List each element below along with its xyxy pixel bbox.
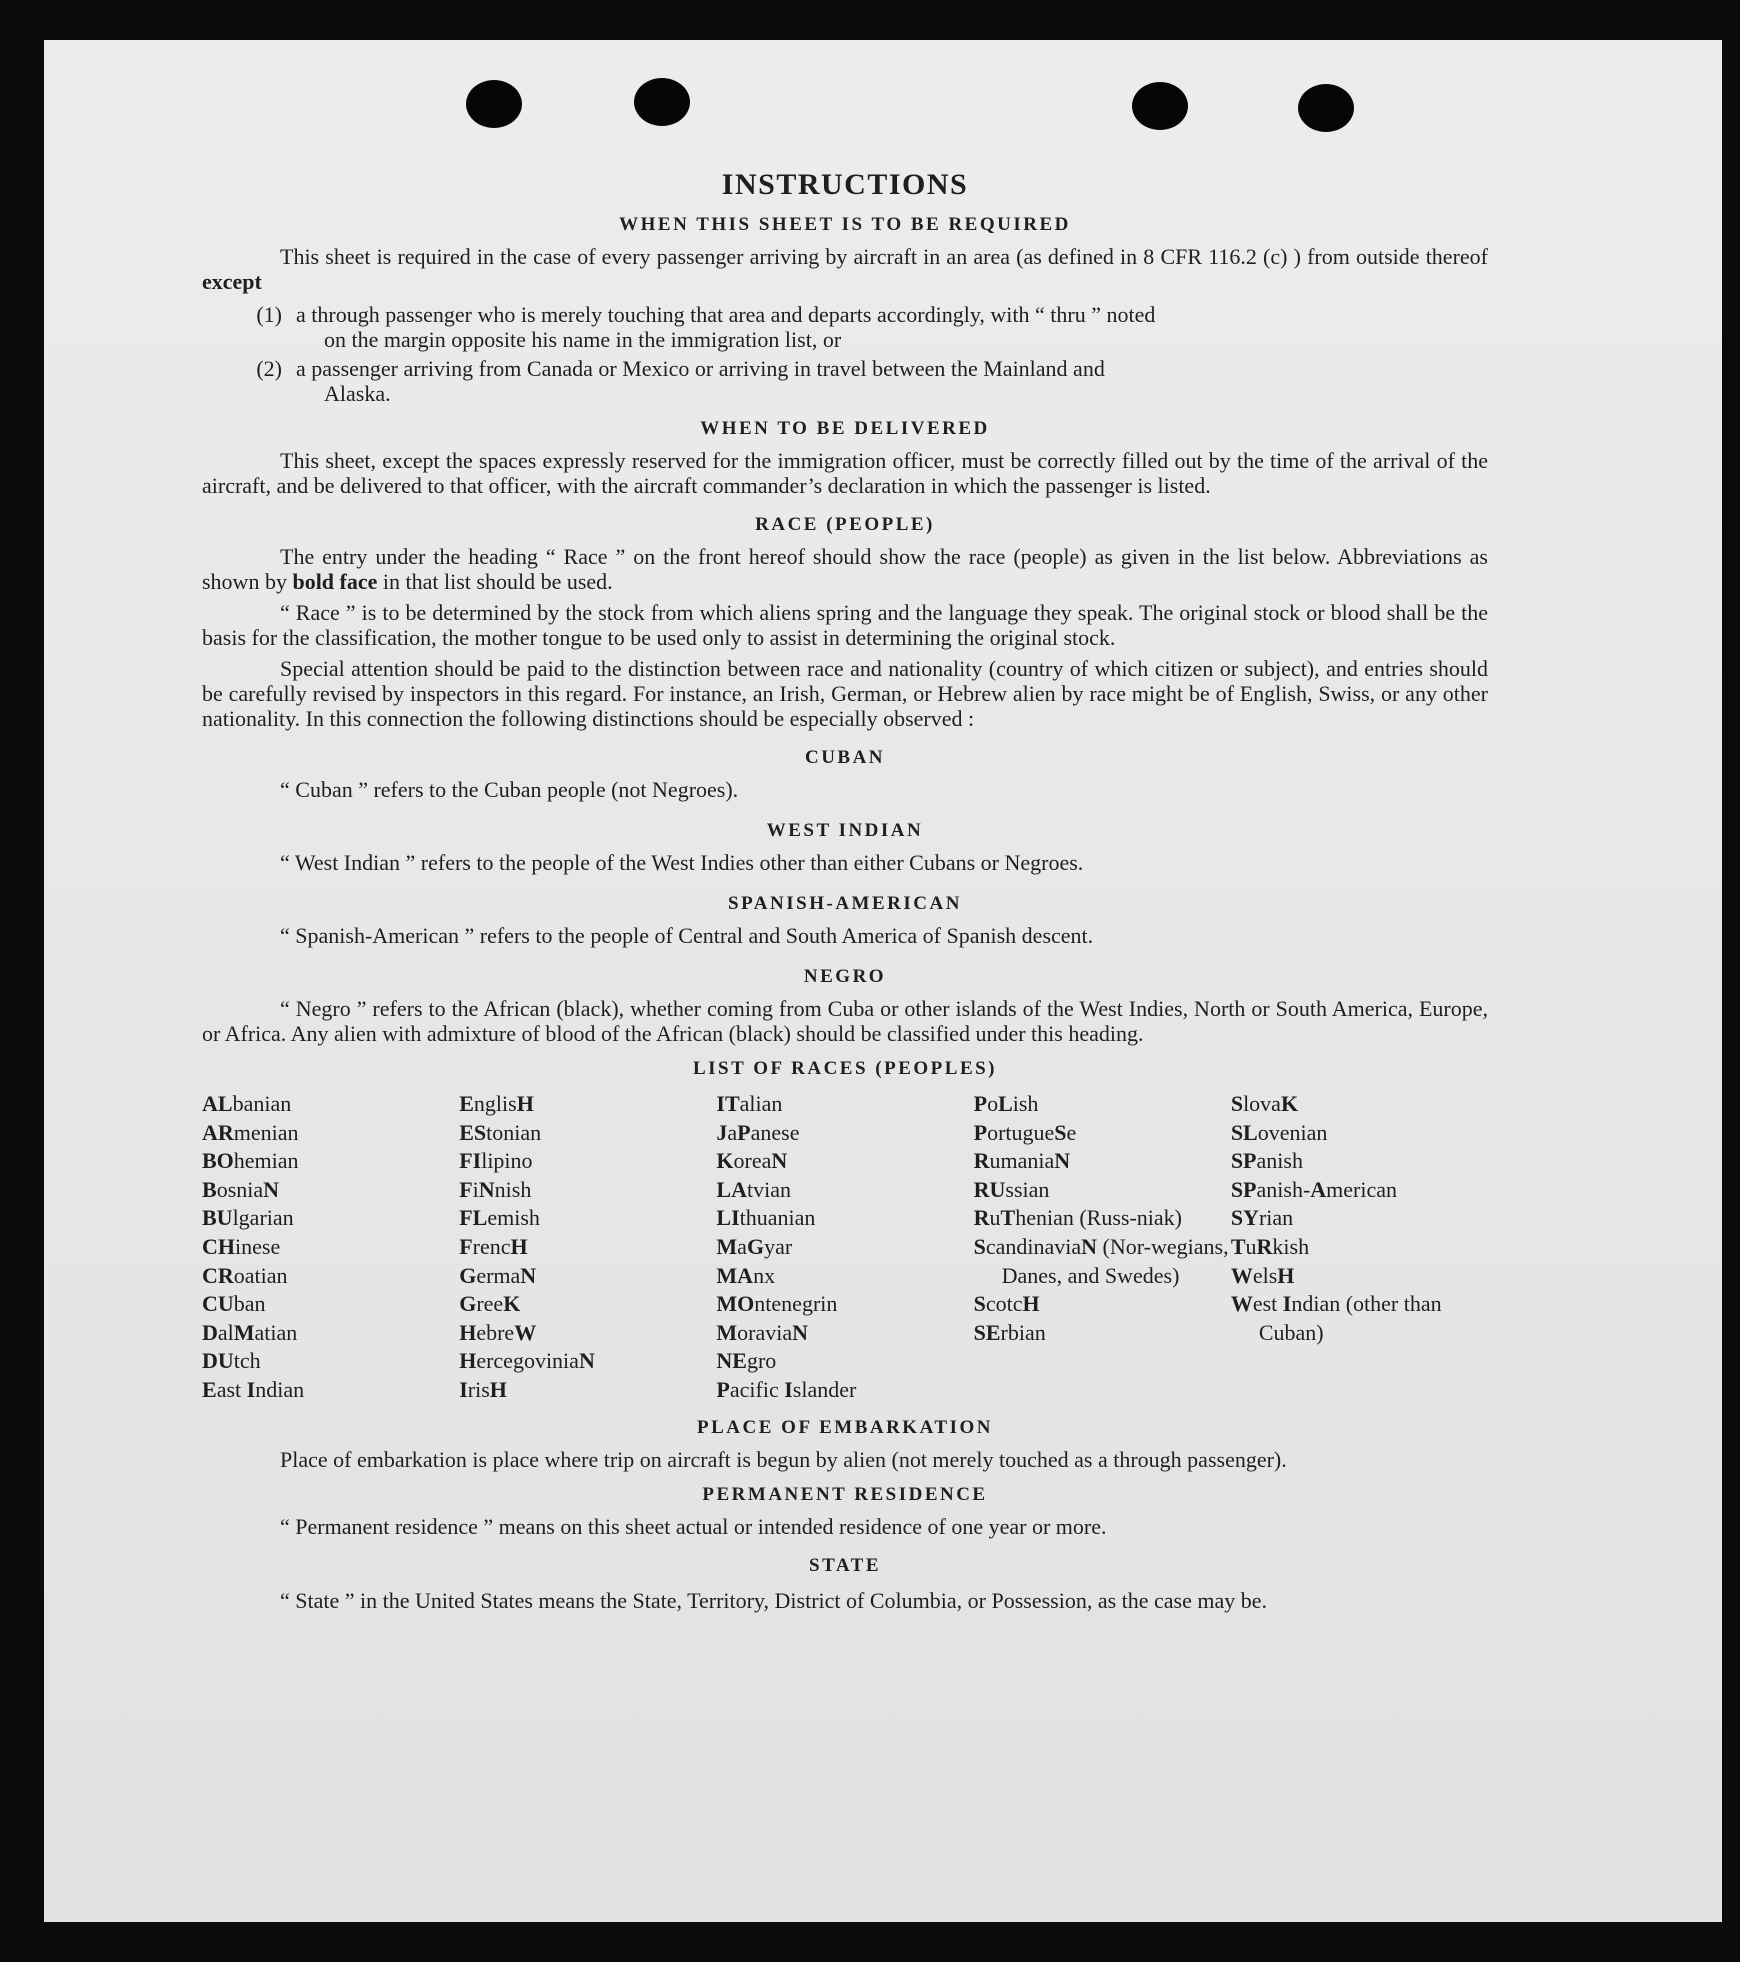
heading-race: RACE (PEOPLE) bbox=[755, 514, 935, 535]
race-entry: JaPanese bbox=[716, 1119, 800, 1145]
race-entry: MOntenegrin bbox=[716, 1291, 838, 1317]
race-entry: EnglisH bbox=[459, 1091, 534, 1116]
race-entry: HercegoviniaN bbox=[459, 1348, 595, 1374]
race-entry: SYrian bbox=[1230, 1205, 1294, 1231]
race-entry: East Indian bbox=[202, 1376, 305, 1402]
races-column bbox=[716, 1090, 973, 1405]
race-entry: ScandinaviaN (Nor-wegians, Danes, and Swedes) bbox=[973, 1233, 1229, 1288]
races-column bbox=[1231, 1090, 1488, 1405]
residence-text: “ Permanent residence ” means on this sheet actual or intended residence of one year or more. bbox=[280, 1513, 1107, 1539]
race-entry: FiNnish bbox=[459, 1176, 532, 1202]
race-entry: IrisH bbox=[459, 1376, 507, 1402]
heading-embarkation: PLACE OF EMBARKATION bbox=[697, 1416, 993, 1438]
race-entry: LIthuanian bbox=[716, 1205, 816, 1231]
exception-list bbox=[202, 302, 1488, 406]
race-entry: CRoatian bbox=[202, 1262, 288, 1288]
item-text-cont: Alaska. bbox=[324, 381, 391, 406]
race-entry: GermaN bbox=[459, 1262, 537, 1288]
race-entry: FrencH bbox=[459, 1233, 528, 1259]
race-entry: ALbanian bbox=[202, 1091, 292, 1116]
race-entry: DUtch bbox=[202, 1348, 261, 1374]
race-entry: BosniaN bbox=[202, 1176, 280, 1202]
list-item bbox=[202, 356, 1488, 406]
race-entry: NEgro bbox=[716, 1348, 777, 1374]
item-text: a through passenger who is merely touching that area and departs accordingly, with “ thru ” noted bbox=[296, 302, 1156, 327]
race-entry: FIlipino bbox=[459, 1148, 533, 1174]
race-entry: GreeK bbox=[459, 1291, 521, 1317]
cuban-text: “ Cuban ” refers to the Cuban people (not Negroes). bbox=[280, 777, 739, 802]
item-text: a passenger arriving from Canada or Mexico or arriving in travel between the Mainland and bbox=[296, 356, 1105, 381]
races-column bbox=[202, 1090, 459, 1405]
race-entry: CHinese bbox=[202, 1233, 281, 1259]
page-title: INSTRUCTIONS bbox=[721, 168, 969, 201]
race-entry: RUssian bbox=[973, 1176, 1050, 1202]
race-paragraph-2: “ Race ” is to be determined by the stock from which aliens spring and the language they speak. The original stock or blood shall be the basis for the classification, the mother tongue to be used only to assist in determining the original stock. bbox=[202, 600, 1488, 650]
heading-spanish-american: SPANISH-AMERICAN bbox=[728, 893, 962, 914]
race-paragraph-3: Special attention should be paid to the distinction between race and nationality (country of which citizen or subject), and entries should be carefully revised by inspectors in this regard. For instance, an Irish, German, or Hebrew alien by race might be of English, Swiss, or any other nationality. In this connection the following distinctions should be especially observed : bbox=[202, 656, 1488, 731]
race-entry: SLovenian bbox=[1230, 1119, 1328, 1145]
except-bold: except bbox=[202, 269, 262, 294]
heading-west-indian: WEST INDIAN bbox=[766, 820, 924, 841]
race-entry: ScotcH bbox=[973, 1291, 1040, 1317]
negro-text: “ Negro ” refers to the African (black), whether coming from Cuba or other islands of the West Indies, North or South America, Europe, or Africa. Any alien with admixture of blood of the African (black) should be classified under this heading. bbox=[202, 996, 1488, 1046]
race-entry: PortugueSe bbox=[973, 1119, 1077, 1145]
race-text-a: The entry under the heading “ Race ” on the front hereof should show the race (people) as given in the list below. Abbreviations as shown by bbox=[202, 544, 1488, 594]
punch-hole-3 bbox=[1132, 82, 1188, 130]
races-column bbox=[974, 1090, 1231, 1405]
heading-cuban: CUBAN bbox=[804, 747, 886, 768]
heading-permanent-residence: PERMANENT RESIDENCE bbox=[702, 1483, 988, 1505]
race-entry: CUban bbox=[202, 1291, 266, 1317]
state-text: “ State ” in the United States means the State, Territory, District of Columbia, or Possession, as the case may be. bbox=[280, 1587, 1268, 1613]
race-entry: SlovaK bbox=[1230, 1091, 1299, 1116]
race-entry: LAtvian bbox=[716, 1176, 791, 1202]
race-entry: MaGyar bbox=[716, 1233, 793, 1259]
embarkation-text: Place of embarkation is place where trip on aircraft is begun by alien (not merely touched as a through passenger). bbox=[280, 1446, 1287, 1472]
race-text-c: in that list should be used. bbox=[377, 569, 613, 594]
heading-when-required: WHEN THIS SHEET IS TO BE REQUIRED bbox=[619, 214, 1071, 235]
race-entry: SPanish bbox=[1230, 1148, 1303, 1174]
race-entry: MAnx bbox=[716, 1262, 776, 1288]
heading-negro: NEGRO bbox=[803, 966, 887, 987]
race-entry: Pacific Islander bbox=[716, 1376, 857, 1402]
races-column bbox=[459, 1090, 716, 1405]
west-indian-text: “ West Indian ” refers to the people of the West Indies other than either Cubans or Negroes. bbox=[280, 850, 1084, 875]
race-entry: BUlgarian bbox=[202, 1205, 294, 1231]
heading-when-delivered: WHEN TO BE DELIVERED bbox=[700, 418, 990, 439]
punch-hole-2 bbox=[634, 78, 690, 126]
race-entry: SErbian bbox=[973, 1319, 1046, 1345]
race-paragraph-1 bbox=[202, 544, 1488, 594]
race-entry: West Indian (other than Cuban) bbox=[1230, 1291, 1442, 1345]
race-entry: ARmenian bbox=[202, 1119, 299, 1145]
race-entry: PoLish bbox=[973, 1091, 1039, 1116]
race-entry: MoraviaN bbox=[716, 1319, 809, 1345]
required-text: This sheet is required in the case of every passenger arriving by aircraft in an area (as defined in 8 CFR 116.2 (c) ) from outside thereof bbox=[280, 244, 1488, 269]
bold-face: bold face bbox=[292, 569, 378, 594]
race-entry: BOhemian bbox=[202, 1148, 299, 1174]
race-entry: HebreW bbox=[459, 1319, 537, 1345]
instructions-body bbox=[202, 160, 1488, 1617]
race-entry: RumaniaN bbox=[973, 1148, 1071, 1174]
spanish-american-text: “ Spanish-American ” refers to the people of Central and South America of Spanish descent. bbox=[280, 923, 1094, 948]
item-number: (1) bbox=[256, 302, 282, 327]
punch-hole-1 bbox=[466, 80, 522, 128]
races-list bbox=[202, 1090, 1488, 1405]
race-entry: ITalian bbox=[716, 1091, 783, 1116]
delivered-paragraph: This sheet, except the spaces expressly reserved for the immigration officer, must be correctly filled out by the time of the arrival of the aircraft, and be delivered to that officer, with the aircraft commander’s declaration in which the passenger is listed. bbox=[202, 448, 1488, 498]
heading-list-of-races: LIST OF RACES (PEOPLES) bbox=[692, 1058, 998, 1079]
race-entry: KoreaN bbox=[716, 1148, 788, 1174]
race-entry: FLemish bbox=[459, 1205, 540, 1231]
race-entry: WelsH bbox=[1230, 1262, 1295, 1288]
item-number: (2) bbox=[256, 356, 282, 381]
race-entry: TuRkish bbox=[1230, 1233, 1310, 1259]
required-paragraph bbox=[202, 244, 1488, 294]
race-entry: RuThenian (Russ-niak) bbox=[973, 1205, 1182, 1231]
list-item bbox=[202, 302, 1488, 352]
race-entry: EStonian bbox=[459, 1119, 542, 1145]
race-entry: SPanish-American bbox=[1230, 1176, 1398, 1202]
punch-hole-4 bbox=[1298, 84, 1354, 132]
heading-state: STATE bbox=[809, 1554, 881, 1576]
race-entry: DalMatian bbox=[202, 1319, 298, 1345]
item-text-cont: on the margin opposite his name in the immigration list, or bbox=[324, 327, 842, 352]
